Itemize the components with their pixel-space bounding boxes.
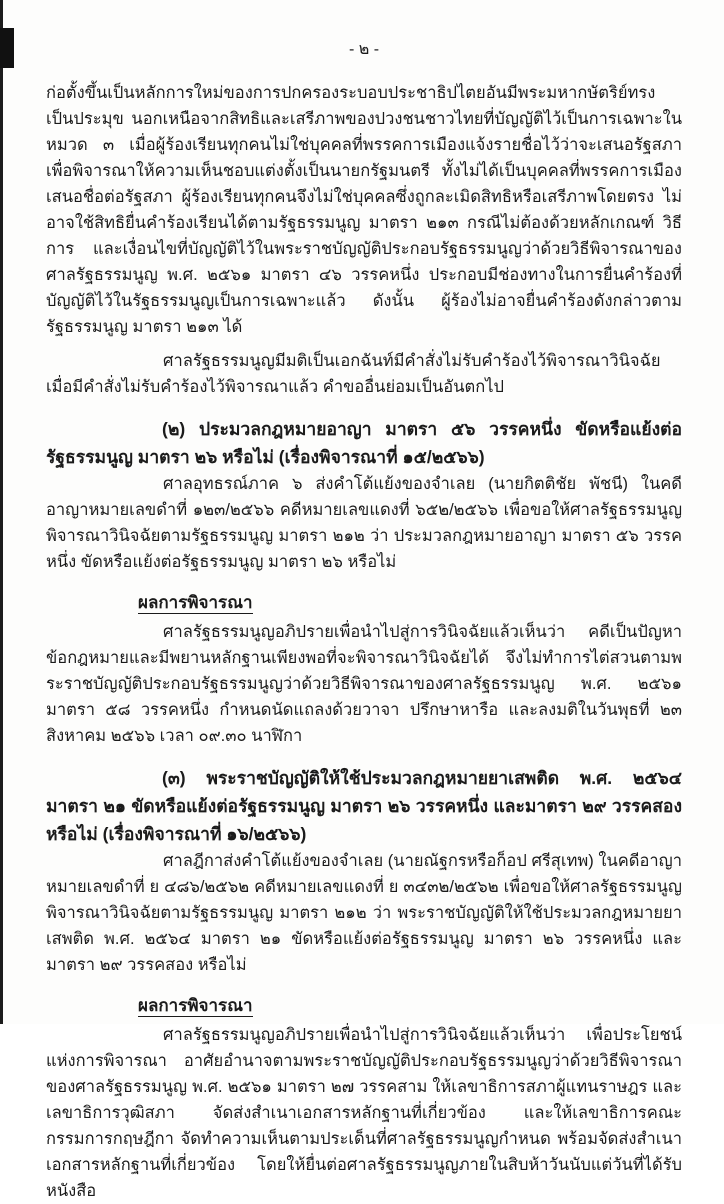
case-detail-paragraph: ศาลฎีกาส่งคำโต้แย้งของจำเลย (นายณัฐกรหรือก็อป ศรีสุเทพ) ในคดีอาญา หมายเลขดำที่ ย ๔๘๖/๒๕๖๒ คดีหมายเลขแดงที่ ย ๓๔๓๒/๒๕๖๒ เพื่อขอให้ศาลรัฐธรรมนูญพิจารณาวินิจฉัยตามรัฐธรรมนูญ มาตรา ๒๑๒ ว่า พระราชบัญญัติให้ใช้ประมวลกฎหมายยาเสพติด พ.ศ. ๒๕๖๔ มาตรา ๒๑ ขัดหรือแย้งต่อรัฐธรรมนูญ มาตรา ๒๖ วรรคหนึ่ง และมาตรา ๒๙ วรรคสอง หรือไม่ [46, 852, 682, 974]
scan-edge-artifact [0, 0, 3, 1024]
result-heading-label: ผลการพิจารณา [138, 996, 253, 1015]
result-detail-paragraph: ศาลรัฐธรรมนูญอภิปรายเพื่อนำไปสู่การวินิจฉัยแล้วเห็นว่า คดีเป็นปัญหาข้อกฎหมายและมีพยานหลักฐานเพียงพอที่จะพิจารณาวินิจฉัยได้ จึงไม่ทำการไต่สวนตามพระราชบัญญัติประกอบรัฐธรรมนูญว่าด้วยวิธีพิจารณาของศาลรัฐธรรมนูญ พ.ศ. ๒๕๖๑ มาตรา ๕๘ วรรคหนึ่ง กำหนดนัดแถลงด้วยวาจา ปรึกษาหารือ และลงมติในวันพุธที่ ๒๓ สิงหาคม ๒๕๖๖ เวลา ๐๙.๓๐ นาฬิกา [46, 623, 682, 745]
ruling-paragraph: ศาลรัฐธรรมนูญมีมติเป็นเอกฉันท์มีคำสั่งไม่รับคำร้องไว้พิจารณาวินิจฉัย เมื่อมีคำสั่งไม่รับคำร้องไว้พิจารณาแล้ว คำขออื่นย่อมเป็นอันตกไป [46, 352, 661, 396]
body-continuation-paragraph: ก่อตั้งขึ้นเป็นหลักการใหม่ของการปกครองระบอบประชาธิปไตยอันมีพระมหากษัตริย์ทรงเป็นประมุข นอกเหนือจากสิทธิและเสรีภาพของปวงชนชาวไทยที่บัญญัติไว้เป็นการเฉพาะในหมวด ๓ เมื่อผู้ร้องเรียนทุกคนไม่ใช่บุคคลที่พรรคการเมืองแจ้งรายชื่อไว้ว่าจะเสนอรัฐสภาเพื่อพิจารณาให้ความเห็นชอบแต่งตั้งเป็นนายกรัฐมนตรี ทั้งไม่ได้เป็นบุคคลที่พรรคการเมืองเสนอชื่อต่อรัฐสภา ผู้ร้องเรียนทุกคนจึงไม่ใช่บุคคลซึ่งถูกละเมิดสิทธิหรือเสรีภาพโดยตรง ไม่อาจใช้สิทธิยื่นคำร้องเรียนได้ตามรัฐธรรมนูญ มาตรา ๒๑๓ กรณีไม่ต้องด้วยหลักเกณฑ์ วิธีการ และเงื่อนไขที่บัญญัติไว้ในพระราชบัญญัติประกอบรัฐธรรมนูญว่าด้วยวิธีพิจารณาของศาลรัฐธรรมนูญ พ.ศ. ๒๕๖๑ มาตรา ๔๖ วรรคหนึ่ง ประกอบมีช่องทางในการยื่นคำร้องที่บัญญัติไว้ในรัฐธรรมนูญเป็นการเฉพาะแล้ว ดังนั้น ผู้ร้องไม่อาจยื่นคำร้องดังกล่าวตามรัฐธรรมนูญ มาตรา ๒๑๓ ได้ [46, 84, 682, 336]
result-heading [138, 590, 682, 616]
result-heading-label: ผลการพิจารณา [138, 593, 253, 612]
section-heading-2: (๒) ประมวลกฎหมายอาญา มาตรา ๕๖ วรรคหนึ่ง ขัดหรือแย้งต่อรัฐธรรมนูญ มาตรา ๒๖ หรือไม่ (เรื่องพิจารณาที่ ๑๕/๒๕๖๖) [46, 419, 682, 467]
section-heading-3: (๓) พระราชบัญญัติให้ใช้ประมวลกฎหมายยาเสพติด พ.ศ. ๒๕๖๔ มาตรา ๒๑ ขัดหรือแย้งต่อรัฐธรรมนูญ มาตรา ๒๖ วรรคหนึ่ง และมาตรา ๒๙ วรรคสอง หรือไม่ (เรื่องพิจารณาที่ ๑๖/๒๕๖๖) [46, 768, 682, 844]
page-number: - ๒ - [348, 41, 380, 58]
case-detail-paragraph: ศาลอุทธรณ์ภาค ๖ ส่งคำโต้แย้งของจำเลย (นายกิตติชัย พัชนี) ในคดีอาญาหมายเลขดำที่ ๑๒๓/๒๕๖๖ คดีหมายเลขแดงที่ ๖๕๒/๒๕๖๖ เพื่อขอให้ศาลรัฐธรรมนูญพิจารณาวินิจฉัยตามรัฐธรรมนูญ มาตรา ๒๑๒ ว่า ประมวลกฎหมายอาญา มาตรา ๕๖ วรรคหนึ่ง ขัดหรือแย้งต่อรัฐธรรมนูญ มาตรา ๒๖ หรือไม่ [46, 475, 682, 571]
result-heading [138, 993, 682, 1019]
scan-notch-artifact [0, 28, 14, 68]
result-detail-paragraph: ศาลรัฐธรรมนูญอภิปรายเพื่อนำไปสู่การวินิจฉัยแล้วเห็นว่า เพื่อประโยชน์แห่งการพิจารณา อาศัยอำนาจตามพระราชบัญญัติประกอบรัฐธรรมนูญว่าด้วยวิธีพิจารณาของศาลรัฐธรรมนูญ พ.ศ. ๒๕๖๑ มาตรา ๒๗ วรรคสาม ให้เลขาธิการสภาผู้แทนราษฎร และเลขาธิการวุฒิสภา จัดส่งสำเนาเอกสารหลักฐานที่เกี่ยวข้อง และให้เลขาธิการคณะกรรมการกฤษฎีกา จัดทำความเห็นตามประเด็นที่ศาลรัฐธรรมนูญกำหนด พร้อมจัดส่งสำเนาเอกสารหลักฐานที่เกี่ยวข้อง โดยให้ยื่นต่อศาลรัฐธรรมนูญภายในสิบห้าวันนับแต่วันที่ได้รับหนังสือ [46, 1026, 682, 1200]
